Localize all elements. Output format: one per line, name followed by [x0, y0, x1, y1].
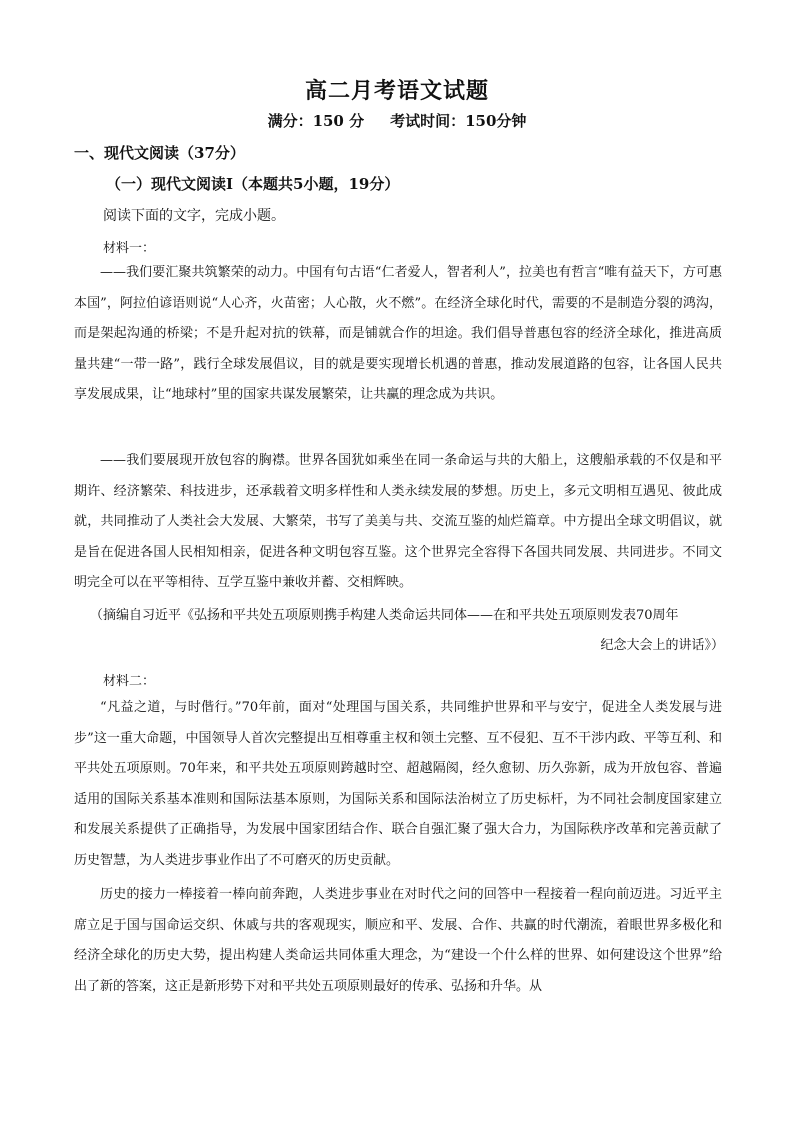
- subsection-heading: （一）现代文阅读Ⅰ（本题共5小题，19分）: [106, 175, 400, 193]
- material-one-paragraph: ——我们要展现开放包容的胸襟。世界各国犹如乘坐在同一条命运与共的大船上，这艘船承载的不仅是和平期许、经济繁荣、科技进步，还承载着文明多样性和人类永续发展的梦想。历史上，多元文明相互遇见、彼此成就，共同推动了人类社会大发展、大繁荣，书写了美美与共、交流互鉴的灿烂篇章。中方提出全球文明倡议，就是旨在促进各国人民相知相亲，促进各种文明包容互鉴。这个世界完全容得下各国共同发展、共同进步。不同文明完全可以在平等相待、互学互鉴中兼收并蓄、交相辉映。: [74, 453, 722, 590]
- exam-info: [0, 110, 794, 131]
- exam-title: 高二月考语文试题: [304, 78, 489, 104]
- reading-instruction: 阅读下面的文字，完成小题。: [103, 208, 285, 224]
- material-one-paragraph: ——我们要汇聚共筑繁荣的动力。中国有句古语“仁者爱人，智者利人”，拉美也有哲言“唯有益天下，方可惠本国”，阿拉伯谚语则说“人心齐，火苗密；人心散，火不燃”。在经济全球化时代，需要的不是制造分裂的鸿沟，而是架起沟通的桥梁；不是升起对抗的铁幕，而是铺就合作的坦途。我们倡导普惠包容的经济全球化，推进高质量共建“一带一路”，践行全球发展倡议，目的就是要实现增长机遇的普惠，推动发展道路的包容，让各国人民共享发展成果，让“地球村”里的国家共谋发展繁荣，让共赢的理念成为共识。: [74, 265, 722, 402]
- exam-score: 满分：150 分: [267, 112, 365, 130]
- source-line: 纪念大会上的讲话》）: [600, 638, 724, 653]
- material-two-label: 材料二：: [103, 674, 156, 689]
- source-line: （摘编自习近平《弘扬和平共处五项原则携手构建人类命运共同体——在和平共处五项原则发表70周年: [90, 608, 679, 623]
- material-one-label: 材料一：: [103, 241, 156, 256]
- section-heading: 一、现代文阅读（37分）: [74, 144, 245, 162]
- material-two-paragraph: 历史的接力一棒接着一棒向前奔跑，人类进步事业在对时代之问的回答中一程接着一程向前迈进。习近平主席立足于国与国命运交织、休戚与共的客观现实，顺应和平、发展、合作、共赢的时代潮流，着眼世界多极化和经济全球化的历史大势，提出构建人类命运共同体重大理念，为“建设一个什么样的世界、如何建设这个世界”给出了新的答案，这正是新形势下对和平共处五项原则最好的传承、弘扬和升华。从: [74, 887, 722, 994]
- material-one-source: [74, 601, 724, 661]
- material-two-paragraph: “凡益之道，与时偕行。”70年前，面对“处理国与国关系，共同维护世界和平与安宁，促进全人类发展与进步”这一重大命题，中国领导人首次完整提出互相尊重主权和领土完整、互不侵犯、互不干涉内政、平等互利、和平共处五项原则。70年来，和平共处五项原则跨越时空、超越隔阂，经久愈韧、历久弥新，成为开放包容、普遍适用的国际关系基本准则和国际法基本原则，为国际关系和国际法治树立了历史标杆，为不同社会制度国家建立和发展关系提供了正确指导，为发展中国家团结合作、联合自强汇聚了强大合力，为国际秩序改革和完善贡献了历史智慧，为人类进步事业作出了不可磨灭的历史贡献。: [74, 700, 722, 868]
- exam-time: 考试时间：150分钟: [390, 112, 527, 130]
